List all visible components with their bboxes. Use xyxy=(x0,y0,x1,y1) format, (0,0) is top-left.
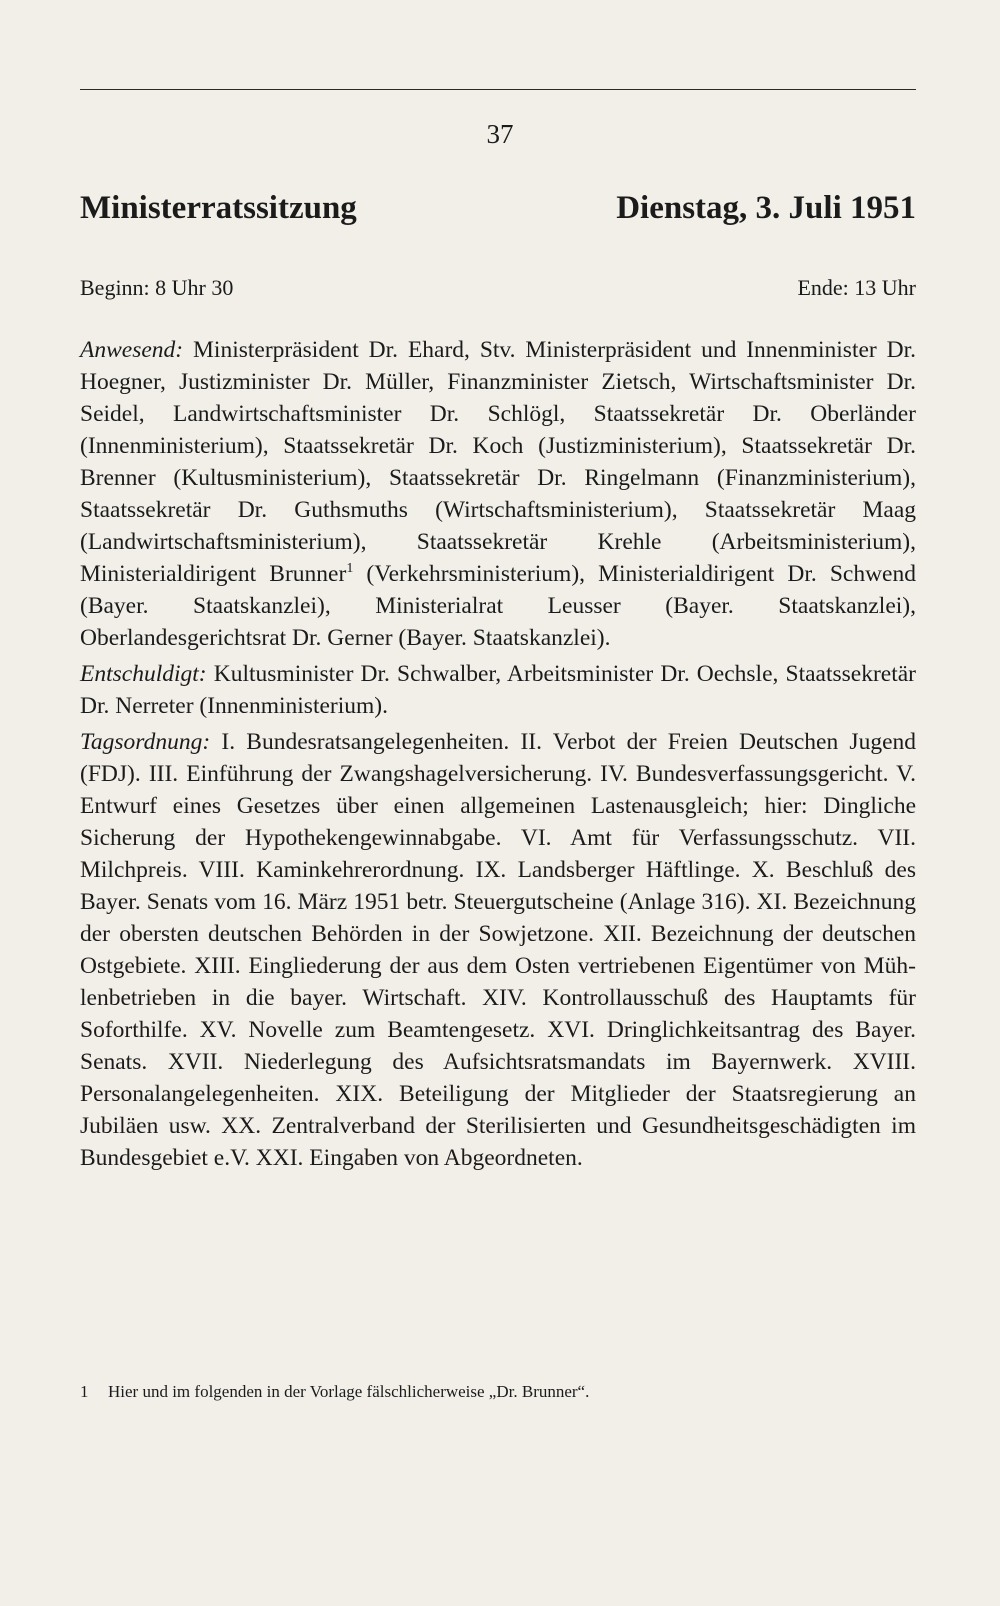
attendees-label: Anwesend: xyxy=(80,337,184,363)
page-number: 37 xyxy=(486,119,514,149)
attendees-paragraph xyxy=(80,334,916,654)
attendees-text-continued: (Verkehrsministerium), Ministerialdirigent Dr. Schwend (Bayer. Staatskanzlei), Ministerialrat Leusser (Bayer. Staatskanzlei), Oberlandesgerichtsrat Dr. Gerner (Bayer. Staatskanzlei). xyxy=(80,561,916,651)
session-title: Ministerratssitzung xyxy=(80,190,357,226)
excused-paragraph xyxy=(80,658,916,722)
start-time: Beginn: 8 Uhr 30 xyxy=(80,275,234,300)
excused-label: Entschuldigt: xyxy=(80,661,207,687)
session-times xyxy=(80,272,916,304)
footnote xyxy=(80,1380,916,1404)
attendees-text: Ministerpräsident Dr. Ehard, Stv. Ministerpräsident und Innenminister Dr. Hoegner, Justizminister Dr. Müller, Finanzminister Zietsch, Wirtschaftsminister Dr. Seidel, Landwirtschaftsminister Dr. Schlögl, Staatssekretär Dr. Oberländer (Innenministerium), Staatssekretär Dr. Koch (Justizministerium), Staatssekretär Dr. Brenner (Kultusministerium), Staatssekretär Dr. Ringelmann (Finanzministerium), Staatssekretär Dr. Guthsmuths (Wirtschaftsministerium), Staatssekretär Maag (Landwirtschaftsministerium), Staatssekretär Krehle (Arbeitsministerium), Ministerialdirigent Brunner xyxy=(80,337,916,587)
footnote-text: Hier und im folgenden in der Vorlage fälschlicherweise „Dr. Brunner“. xyxy=(108,1382,590,1401)
agenda-paragraph xyxy=(80,726,916,1174)
footnote-reference: 1 xyxy=(346,561,354,577)
session-heading xyxy=(80,188,916,228)
body-text xyxy=(80,334,916,1178)
header-rule xyxy=(80,89,916,90)
agenda-text: I. Bundesratsangelegenheiten. II. Verbot der Freien Deutschen Jugend (FDJ). III. Einführung der Zwangshagelversicherung. IV. Bundesverfassungsgericht. V. Entwurf eines Gesetzes über einen allgemeinen Lastenausgleich; hier: Dingliche Sicherung der Hypothekengewinnabgabe. VI. Amt für Verfassungsschutz. VII. Milchpreis. VIII. Kaminkehrerordnung. IX. Landsberger Häftlinge. X. Beschluß des Bayer. Senats vom 16. März 1951 betr. Steuergutscheine (Anlage 316). XI. Bezeichnung der obersten deutschen Behörden in der Sowjetzone. XII. Bezeichnung der deutschen Ostgebiete. XIII. Eingliederung der aus dem Osten vertriebenen Eigentümer von Mühlenbetrieben in die bayer. Wirtschaft. XIV. Kontrollausschuß des Hauptamts für Soforthilfe. XV. Novelle zum Beamtengesetz. XVI. Dringlichkeitsantrag des Bayer. Senats. XVII. Niederlegung des Aufsichtsratsmandats im Bayernwerk. XVIII. Personalangelegenheiten. XIX. Beteiligung der Mitglieder der Staatsregierung an Jubiläen usw. XX. Zentralverband der Sterilisierten und Gesundheitsgeschädigten im Bundesgebiet e.V. XXI. Eingaben von Abgeordneten. xyxy=(80,729,916,1171)
footnote-number: 1 xyxy=(80,1382,89,1401)
session-date: Dienstag, 3. Juli 1951 xyxy=(616,190,916,226)
agenda-label: Tagsordnung: xyxy=(80,729,211,755)
end-time: Ende: 13 Uhr xyxy=(797,275,916,300)
excused-text: Kultusminister Dr. Schwalber, Arbeitsminister Dr. Oechsle, Staatssekretär Dr. Nerreter (Innenministerium). xyxy=(80,661,916,719)
